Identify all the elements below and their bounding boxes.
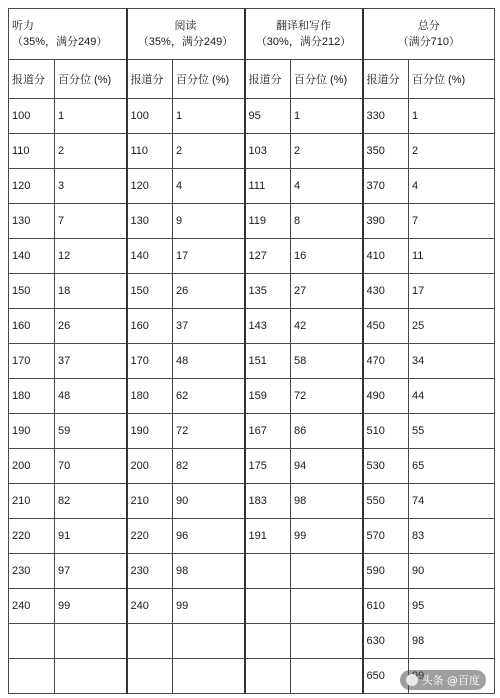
percentile-cell: 16 bbox=[291, 239, 363, 274]
group-header-translation-writing bbox=[245, 9, 363, 60]
percentile-cell: 11 bbox=[409, 239, 495, 274]
percentile-cell: 58 bbox=[291, 344, 363, 379]
percentile-cell: 91 bbox=[55, 519, 127, 554]
column-header-score: 报道分 bbox=[245, 60, 291, 99]
score-cell: 110 bbox=[9, 134, 55, 169]
group-subtitle: （满分710） bbox=[397, 36, 460, 48]
percentile-cell: 82 bbox=[55, 484, 127, 519]
percentile-cell: 98 bbox=[409, 624, 495, 659]
percentile-cell: 94 bbox=[291, 449, 363, 484]
score-cell: 100 bbox=[9, 99, 55, 134]
score-cell: 390 bbox=[363, 204, 409, 239]
percentile-cell bbox=[55, 624, 127, 659]
score-cell bbox=[9, 624, 55, 659]
score-cell: 140 bbox=[127, 239, 173, 274]
table-body bbox=[9, 99, 495, 694]
percentile-cell: 95 bbox=[409, 589, 495, 624]
watermark-text: 头条 @百度 bbox=[421, 674, 480, 687]
column-header-score: 报道分 bbox=[9, 60, 55, 99]
group-subtitle: （35%，满分249） bbox=[137, 36, 234, 48]
score-cell: 210 bbox=[9, 484, 55, 519]
percentile-cell: 99 bbox=[55, 589, 127, 624]
group-title: 听力 bbox=[12, 20, 34, 32]
score-cell: 330 bbox=[363, 99, 409, 134]
percentile-cell: 27 bbox=[291, 274, 363, 309]
percentile-cell bbox=[291, 659, 363, 694]
percentile-cell: 4 bbox=[173, 169, 245, 204]
score-cell: 430 bbox=[363, 274, 409, 309]
percentile-cell: 9 bbox=[173, 204, 245, 239]
percentile-cell: 48 bbox=[173, 344, 245, 379]
percentile-cell: 26 bbox=[173, 274, 245, 309]
score-cell: 110 bbox=[127, 134, 173, 169]
column-header-row bbox=[9, 60, 495, 99]
table-row bbox=[9, 134, 495, 169]
score-cell: 530 bbox=[363, 449, 409, 484]
column-header-score: 报道分 bbox=[127, 60, 173, 99]
percentile-cell bbox=[55, 659, 127, 694]
percentile-cell bbox=[291, 589, 363, 624]
score-cell: 119 bbox=[245, 204, 291, 239]
table-row bbox=[9, 519, 495, 554]
score-cell: 200 bbox=[127, 449, 173, 484]
score-cell: 490 bbox=[363, 379, 409, 414]
score-cell: 160 bbox=[9, 309, 55, 344]
table-row bbox=[9, 239, 495, 274]
percentile-cell: 98 bbox=[291, 484, 363, 519]
score-cell: 167 bbox=[245, 414, 291, 449]
table-row bbox=[9, 624, 495, 659]
table-row bbox=[9, 274, 495, 309]
score-cell: 180 bbox=[127, 379, 173, 414]
column-header-percentile: 百分位 (%) bbox=[409, 60, 495, 99]
percentile-cell: 65 bbox=[409, 449, 495, 484]
score-cell: 240 bbox=[9, 589, 55, 624]
percentile-cell: 55 bbox=[409, 414, 495, 449]
score-cell: 370 bbox=[363, 169, 409, 204]
score-cell: 190 bbox=[9, 414, 55, 449]
table-row bbox=[9, 344, 495, 379]
score-cell bbox=[127, 624, 173, 659]
score-cell bbox=[9, 659, 55, 694]
percentile-cell: 25 bbox=[409, 309, 495, 344]
score-cell: 160 bbox=[127, 309, 173, 344]
percentile-cell: 90 bbox=[173, 484, 245, 519]
score-cell: 230 bbox=[9, 554, 55, 589]
percentile-cell: 12 bbox=[55, 239, 127, 274]
percentile-cell: 42 bbox=[291, 309, 363, 344]
percentile-cell: 37 bbox=[173, 309, 245, 344]
table-row bbox=[9, 169, 495, 204]
percentile-cell bbox=[173, 659, 245, 694]
score-cell: 95 bbox=[245, 99, 291, 134]
percentile-cell: 37 bbox=[55, 344, 127, 379]
group-header-listening bbox=[9, 9, 127, 60]
column-header-percentile: 百分位 (%) bbox=[173, 60, 245, 99]
score-cell: 100 bbox=[127, 99, 173, 134]
score-cell: 410 bbox=[363, 239, 409, 274]
group-header-total bbox=[363, 9, 495, 60]
score-cell: 610 bbox=[363, 589, 409, 624]
score-cell bbox=[245, 554, 291, 589]
percentile-cell: 8 bbox=[291, 204, 363, 239]
score-cell: 127 bbox=[245, 239, 291, 274]
percentile-cell: 72 bbox=[291, 379, 363, 414]
score-cell: 350 bbox=[363, 134, 409, 169]
percentile-cell: 44 bbox=[409, 379, 495, 414]
percentile-cell: 1 bbox=[55, 99, 127, 134]
percentile-cell: 86 bbox=[291, 414, 363, 449]
percentile-cell: 2 bbox=[291, 134, 363, 169]
percentile-cell: 4 bbox=[291, 169, 363, 204]
percentile-cell: 96 bbox=[173, 519, 245, 554]
percentile-cell: 26 bbox=[55, 309, 127, 344]
group-title: 阅读 bbox=[174, 20, 197, 32]
group-title: 翻译和写作 bbox=[276, 20, 331, 32]
percentile-cell: 82 bbox=[173, 449, 245, 484]
percentile-cell: 1 bbox=[291, 99, 363, 134]
table-row bbox=[9, 379, 495, 414]
watermark-logo-icon bbox=[406, 674, 418, 686]
percentile-cell: 74 bbox=[409, 484, 495, 519]
score-cell: 210 bbox=[127, 484, 173, 519]
table-row bbox=[9, 484, 495, 519]
table-row bbox=[9, 309, 495, 344]
table-row bbox=[9, 414, 495, 449]
percentile-cell: 2 bbox=[173, 134, 245, 169]
percentile-cell: 97 bbox=[55, 554, 127, 589]
score-cell: 120 bbox=[127, 169, 173, 204]
score-cell: 159 bbox=[245, 379, 291, 414]
score-cell: 103 bbox=[245, 134, 291, 169]
group-title: 总分 bbox=[417, 20, 440, 32]
score-cell: 120 bbox=[9, 169, 55, 204]
score-cell: 130 bbox=[9, 204, 55, 239]
percentile-cell: 62 bbox=[173, 379, 245, 414]
score-cell: 470 bbox=[363, 344, 409, 379]
score-cell: 220 bbox=[127, 519, 173, 554]
score-cell: 590 bbox=[363, 554, 409, 589]
score-cell: 510 bbox=[363, 414, 409, 449]
column-header-percentile: 百分位 (%) bbox=[55, 60, 127, 99]
percentile-cell: 2 bbox=[409, 134, 495, 169]
group-header-row bbox=[9, 9, 495, 60]
percentile-cell: 7 bbox=[409, 204, 495, 239]
table-row bbox=[9, 204, 495, 239]
score-cell: 180 bbox=[9, 379, 55, 414]
score-cell: 550 bbox=[363, 484, 409, 519]
score-cell: 230 bbox=[127, 554, 173, 589]
percentile-cell: 83 bbox=[409, 519, 495, 554]
percentile-cell bbox=[291, 554, 363, 589]
percentile-cell: 72 bbox=[173, 414, 245, 449]
percentile-cell: 17 bbox=[409, 274, 495, 309]
score-cell bbox=[245, 589, 291, 624]
score-cell: 191 bbox=[245, 519, 291, 554]
percentile-cell: 70 bbox=[55, 449, 127, 484]
score-cell: 200 bbox=[9, 449, 55, 484]
score-cell: 135 bbox=[245, 274, 291, 309]
score-cell: 190 bbox=[127, 414, 173, 449]
table-row bbox=[9, 589, 495, 624]
score-cell: 183 bbox=[245, 484, 291, 519]
watermark bbox=[400, 670, 487, 690]
score-cell: 150 bbox=[127, 274, 173, 309]
score-percentile-table bbox=[8, 8, 495, 694]
percentile-cell: 99 bbox=[291, 519, 363, 554]
percentile-cell: 3 bbox=[55, 169, 127, 204]
score-cell bbox=[245, 624, 291, 659]
score-cell: 220 bbox=[9, 519, 55, 554]
score-cell: 170 bbox=[9, 344, 55, 379]
score-cell: 450 bbox=[363, 309, 409, 344]
score-cell: 170 bbox=[127, 344, 173, 379]
column-header-percentile: 百分位 (%) bbox=[291, 60, 363, 99]
table-row bbox=[9, 554, 495, 589]
table-row bbox=[9, 449, 495, 484]
percentile-cell: 59 bbox=[55, 414, 127, 449]
score-cell: 650 bbox=[363, 659, 409, 694]
percentile-cell: 17 bbox=[173, 239, 245, 274]
group-header-reading bbox=[127, 9, 245, 60]
group-subtitle: （35%，满分249） bbox=[12, 36, 108, 48]
score-percentile-table-sheet bbox=[8, 8, 494, 694]
group-subtitle: （30%，满分212） bbox=[255, 36, 352, 48]
percentile-cell: 2 bbox=[55, 134, 127, 169]
score-cell: 130 bbox=[127, 204, 173, 239]
percentile-cell: 1 bbox=[409, 99, 495, 134]
table-row bbox=[9, 99, 495, 134]
score-cell bbox=[245, 659, 291, 694]
score-cell: 630 bbox=[363, 624, 409, 659]
score-cell: 140 bbox=[9, 239, 55, 274]
percentile-cell: 98 bbox=[173, 554, 245, 589]
score-cell: 175 bbox=[245, 449, 291, 484]
percentile-cell: 18 bbox=[55, 274, 127, 309]
score-cell: 150 bbox=[9, 274, 55, 309]
percentile-cell bbox=[291, 624, 363, 659]
percentile-cell: 99 bbox=[173, 589, 245, 624]
column-header-score: 报道分 bbox=[363, 60, 409, 99]
percentile-cell: 90 bbox=[409, 554, 495, 589]
score-cell bbox=[127, 659, 173, 694]
percentile-cell: 48 bbox=[55, 379, 127, 414]
score-cell: 143 bbox=[245, 309, 291, 344]
percentile-cell: 1 bbox=[173, 99, 245, 134]
score-cell: 111 bbox=[245, 169, 291, 204]
percentile-cell: 4 bbox=[409, 169, 495, 204]
score-cell: 151 bbox=[245, 344, 291, 379]
percentile-cell: 7 bbox=[55, 204, 127, 239]
score-cell: 570 bbox=[363, 519, 409, 554]
percentile-cell: 34 bbox=[409, 344, 495, 379]
percentile-cell bbox=[173, 624, 245, 659]
score-cell: 240 bbox=[127, 589, 173, 624]
